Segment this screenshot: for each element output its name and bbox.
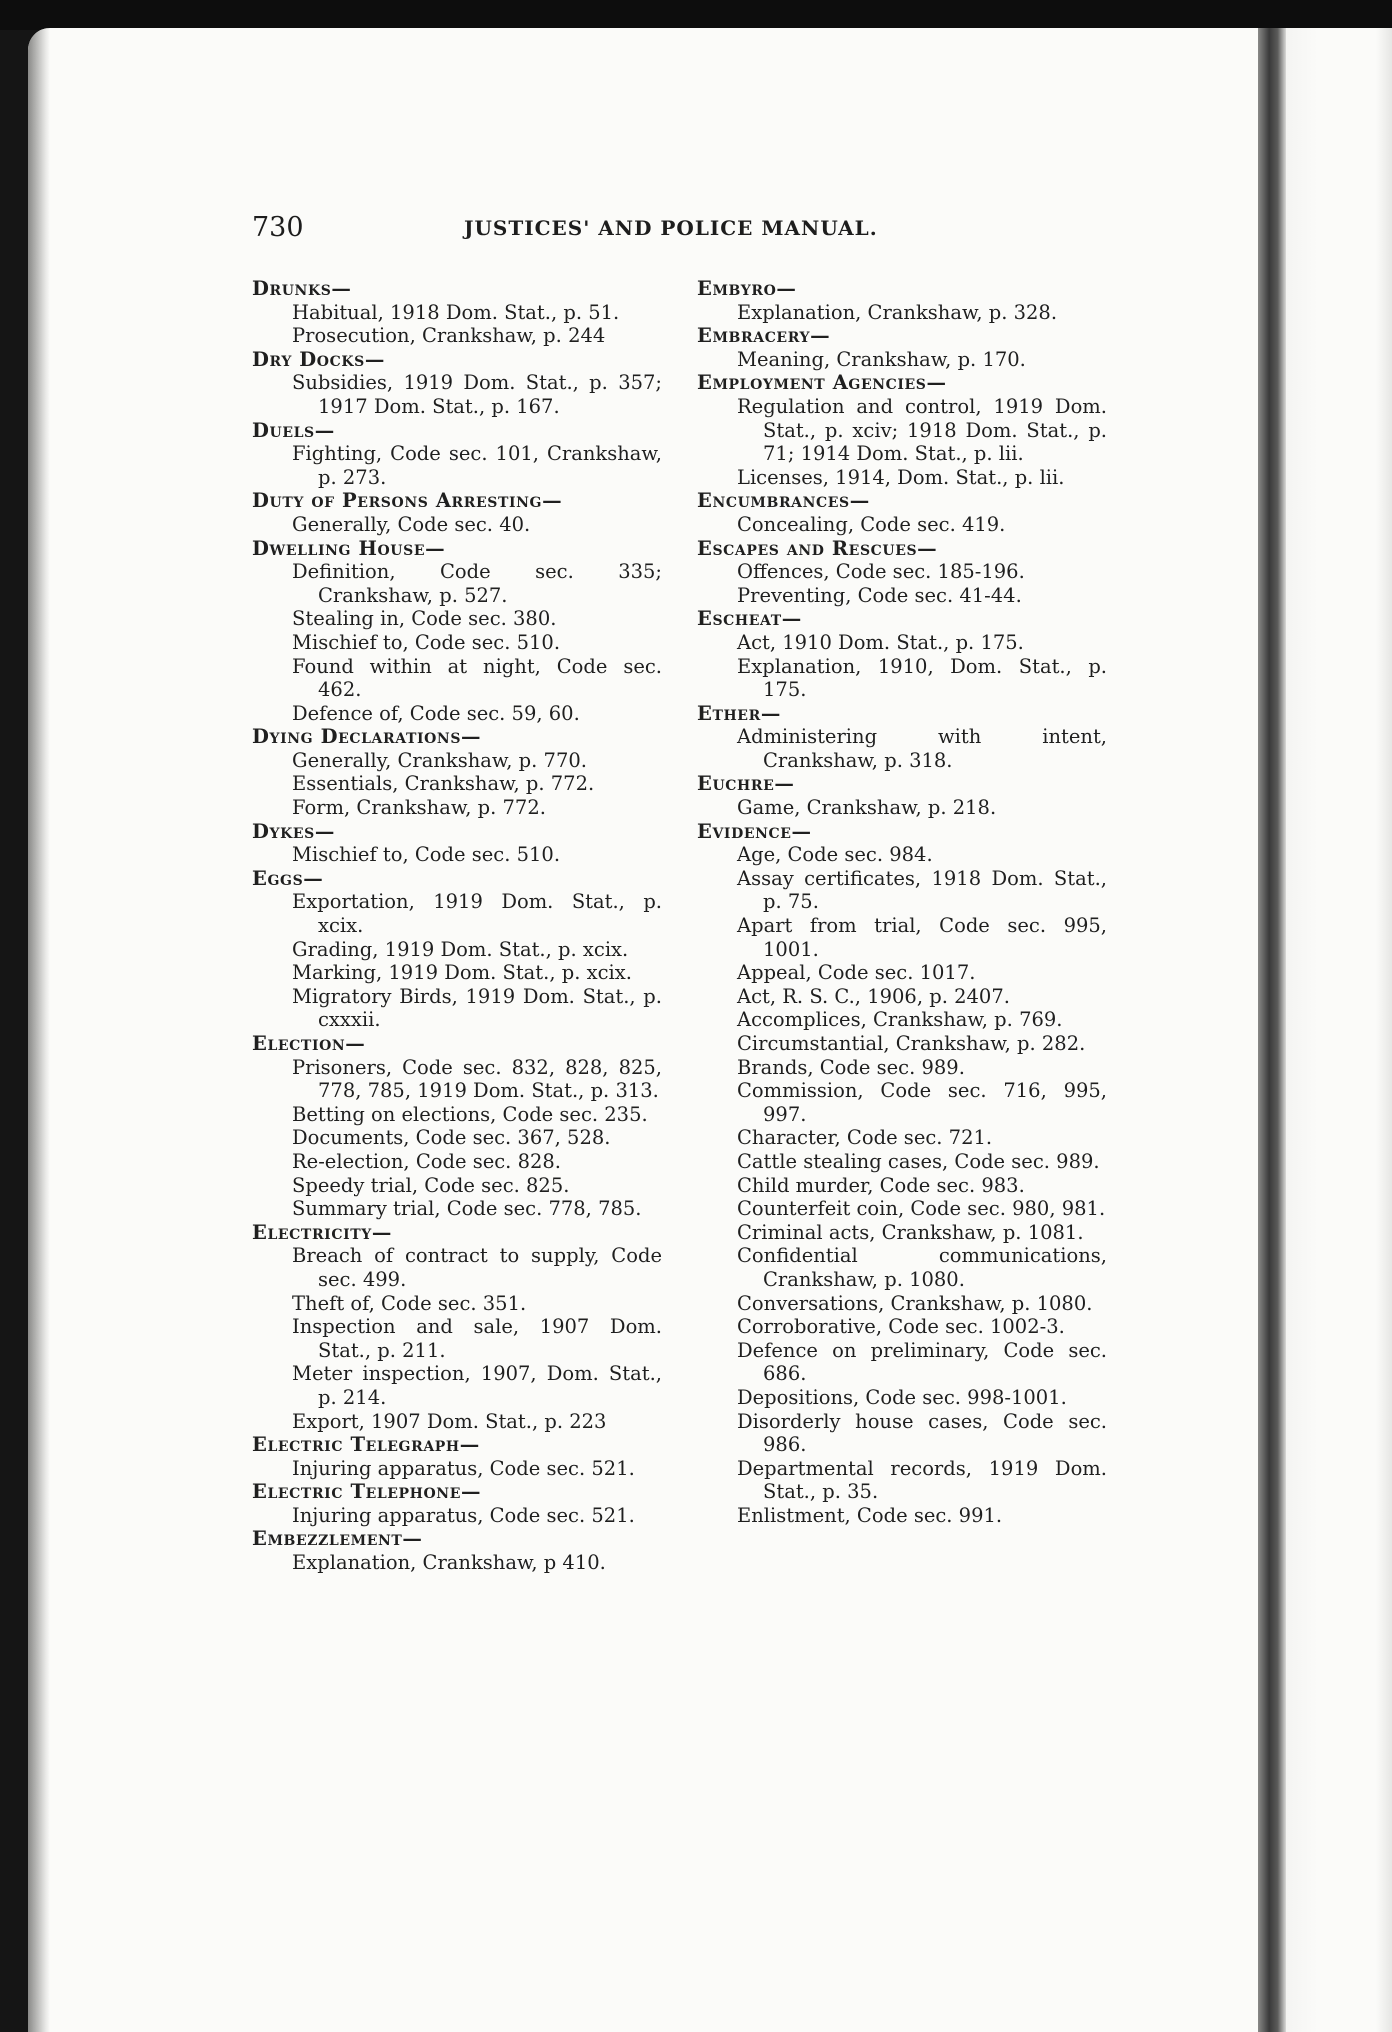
index-subentry: Licenses, 1914, Dom. Stat., p. lii. xyxy=(737,465,1065,489)
index-subentry: Essentials, Crankshaw, p. 772. xyxy=(292,772,595,796)
index-heading: Encumbrances— xyxy=(697,489,870,513)
index-subentry: Meaning, Crankshaw, p. 170. xyxy=(737,347,1026,371)
index-heading: Escapes and Rescues— xyxy=(697,536,938,560)
index-subentry: Mischief to, Code sec. 510. xyxy=(292,630,561,654)
index-entry xyxy=(697,537,1107,608)
index-subentry: Breach of contract to supply, Code sec. 499. xyxy=(292,1244,662,1291)
index-subentry: Speedy trial, Code sec. 825. xyxy=(292,1173,570,1197)
index-subentry: Mischief to, Code sec. 510. xyxy=(292,843,561,867)
index-heading: Dying Declarations— xyxy=(252,725,482,749)
page-gutter-shadow xyxy=(28,28,50,2032)
index-subentry: Game, Crankshaw, p. 218. xyxy=(737,796,997,820)
index-heading: Dry Docks— xyxy=(252,347,385,371)
index-subentry: Appeal, Code sec. 1017. xyxy=(737,961,976,985)
index-subentry: Enlistment, Code sec. 991. xyxy=(737,1503,1003,1527)
index-subentry: Generally, Code sec. 40. xyxy=(292,512,531,536)
index-heading: Embezzlement— xyxy=(252,1527,423,1551)
index-heading: Embracery— xyxy=(697,324,831,348)
index-column-right xyxy=(697,277,1107,1527)
index-subentry: Migratory Birds, 1919 Dom. Stat., p. cxxxii. xyxy=(292,984,662,1032)
index-subentry: Accomplices, Crankshaw, p. 769. xyxy=(737,1008,1063,1032)
index-subentry: Conversations, Crankshaw, p. 1080. xyxy=(737,1291,1093,1315)
index-subentry: Depositions, Code sec. 998-1001. xyxy=(737,1385,1067,1409)
index-heading: Ether— xyxy=(697,701,781,725)
index-subentry: Corroborative, Code sec. 1002-3. xyxy=(737,1315,1065,1339)
index-entry xyxy=(252,867,662,1032)
index-subentry: Preventing, Code sec. 41-44. xyxy=(737,583,1022,607)
index-subentry: Assay certificates, 1918 Dom. Stat., p. 75. xyxy=(737,866,1107,914)
index-subentry: Found within at night, Code sec. 462. xyxy=(292,654,662,702)
index-subentry: Disorderly house cases, Code sec. 986. xyxy=(737,1409,1107,1457)
index-subentry: Grading, 1919 Dom. Stat., p. xcix. xyxy=(292,937,629,961)
index-subentry: Cattle stealing cases, Code sec. 989. xyxy=(737,1149,1100,1173)
index-entry xyxy=(697,772,1107,819)
index-subentry: Documents, Code sec. 367, 528. xyxy=(292,1126,611,1150)
index-heading: Electricity— xyxy=(252,1220,392,1244)
facing-page-edge xyxy=(1286,28,1392,2032)
index-subentry: Offences, Code sec. 185-196. xyxy=(737,560,1025,584)
index-entry xyxy=(697,371,1107,489)
index-subentry: Explanation, Crankshaw, p 410. xyxy=(292,1551,606,1575)
index-subentry: Character, Code sec. 721. xyxy=(737,1126,993,1150)
index-subentry: Commission, Code sec. 716, 995, 997. xyxy=(737,1079,1107,1126)
index-subentry: Habitual, 1918 Dom. Stat., p. 51. xyxy=(292,300,620,324)
index-subentry: Export, 1907 Dom. Stat., p. 223 xyxy=(292,1409,607,1433)
index-column-left xyxy=(252,277,662,1575)
index-subentry: Stealing in, Code sec. 380. xyxy=(292,607,557,631)
index-subentry: Concealing, Code sec. 419. xyxy=(737,512,1006,536)
index-subentry: Theft of, Code sec. 351. xyxy=(292,1291,527,1315)
index-subentry: Betting on elections, Code sec. 235. xyxy=(292,1102,648,1126)
index-subentry: Prosecution, Crankshaw, p. 244 xyxy=(292,324,606,348)
index-heading: Electric Telegraph— xyxy=(252,1433,480,1457)
index-subentry: Act, R. S. C., 1906, p. 2407. xyxy=(737,984,1010,1008)
index-entry xyxy=(252,1527,662,1574)
index-entry xyxy=(252,1221,662,1433)
index-subentry: Apart from trial, Code sec. 995, 1001. xyxy=(737,914,1107,961)
index-heading: Duty of Persons Arresting— xyxy=(252,489,563,513)
index-entry xyxy=(252,1480,662,1527)
index-subentry: Criminal acts, Crankshaw, p. 1081. xyxy=(737,1220,1084,1244)
index-subentry: Summary trial, Code sec. 778, 785. xyxy=(292,1197,642,1221)
index-subentry: Regulation and control, 1919 Dom. Stat., p. xciv; 1918 Dom. Stat., p. 71; 1914 Dom. Stat., p. lii. xyxy=(737,394,1107,466)
index-entry xyxy=(252,348,662,419)
index-entry xyxy=(252,725,662,819)
index-entry xyxy=(252,1433,662,1480)
index-heading: Eggs— xyxy=(252,866,324,890)
index-heading: Dykes— xyxy=(252,819,335,843)
index-heading: Escheat— xyxy=(697,607,802,631)
index-entry xyxy=(252,537,662,726)
index-heading: Embyro— xyxy=(697,277,797,300)
index-subentry: Defence on preliminary, Code sec. 686. xyxy=(737,1338,1107,1386)
index-subentry: Act, 1910 Dom. Stat., p. 175. xyxy=(737,630,1024,654)
index-subentry: Prisoners, Code sec. 832, 828, 825, 778, 785, 1919 Dom. Stat., p. 313. xyxy=(292,1055,662,1103)
index-subentry: Confidential communications, Crankshaw, p. 1080. xyxy=(737,1244,1107,1291)
index-subentry: Departmental records, 1919 Dom. Stat., p. 35. xyxy=(737,1456,1107,1504)
index-subentry: Administering with intent, Crankshaw, p. 318. xyxy=(737,725,1107,772)
index-subentry: Counterfeit coin, Code sec. 980, 981. xyxy=(737,1197,1106,1221)
book-spine-shadow xyxy=(1258,28,1286,2032)
index-subentry: Circumstantial, Crankshaw, p. 282. xyxy=(737,1032,1086,1055)
page-header xyxy=(252,212,952,252)
index-heading: Dwelling House— xyxy=(252,536,446,560)
index-subentry: Inspection and sale, 1907 Dom. Stat., p. 211. xyxy=(292,1315,662,1362)
index-subentry: Generally, Crankshaw, p. 770. xyxy=(292,748,587,772)
index-subentry: Meter inspection, 1907, Dom. Stat., p. 214. xyxy=(292,1362,662,1409)
index-entry xyxy=(697,324,1107,371)
index-subentry: Injuring apparatus, Code sec. 521. xyxy=(292,1456,635,1480)
index-subentry: Definition, Code sec. 335; Crankshaw, p. 527. xyxy=(292,560,662,607)
index-entry xyxy=(697,702,1107,773)
index-subentry: Explanation, Crankshaw, p. 328. xyxy=(737,300,1058,324)
index-heading: Duels— xyxy=(252,418,335,442)
index-entry xyxy=(252,489,662,536)
index-subentry: Marking, 1919 Dom. Stat., p. xcix. xyxy=(292,961,632,985)
index-subentry: Form, Crankshaw, p. 772. xyxy=(292,796,546,820)
index-entry xyxy=(252,419,662,490)
index-heading: Drunks— xyxy=(252,277,352,300)
index-subentry: Explanation, 1910, Dom. Stat., p. 175. xyxy=(737,654,1107,702)
index-subentry: Subsidies, 1919 Dom. Stat., p. 357; 1917 Dom. Stat., p. 167. xyxy=(292,371,662,418)
index-heading: Employment Agencies— xyxy=(697,371,947,395)
index-entry xyxy=(252,820,662,867)
index-entry xyxy=(697,489,1107,536)
index-subentry: Age, Code sec. 984. xyxy=(737,843,933,867)
index-subentry: Child murder, Code sec. 983. xyxy=(737,1173,1025,1197)
index-heading: Election— xyxy=(252,1032,366,1055)
index-entry xyxy=(252,1032,662,1221)
page-number: 730 xyxy=(252,212,304,243)
index-subentry: Injuring apparatus, Code sec. 521. xyxy=(292,1503,635,1527)
book-page xyxy=(28,28,1328,2032)
running-title: JUSTICES' AND POLICE MANUAL. xyxy=(464,216,878,240)
index-subentry: Brands, Code sec. 989. xyxy=(737,1055,965,1079)
index-entry xyxy=(697,820,1107,1528)
index-heading: Evidence— xyxy=(697,819,812,843)
index-entry xyxy=(697,277,1107,324)
index-subentry: Defence of, Code sec. 59, 60. xyxy=(292,701,580,725)
scan-border-top xyxy=(0,0,1392,30)
index-heading: Electric Telephone— xyxy=(252,1480,482,1504)
index-subentry: Fighting, Code sec. 101, Crankshaw, p. 273. xyxy=(292,442,662,489)
index-subentry: Re-election, Code sec. 828. xyxy=(292,1149,561,1173)
index-subentry: Exportation, 1919 Dom. Stat., p. xcix. xyxy=(292,890,662,938)
index-heading: Euchre— xyxy=(697,772,795,796)
index-entry xyxy=(252,277,662,348)
index-entry xyxy=(697,607,1107,701)
